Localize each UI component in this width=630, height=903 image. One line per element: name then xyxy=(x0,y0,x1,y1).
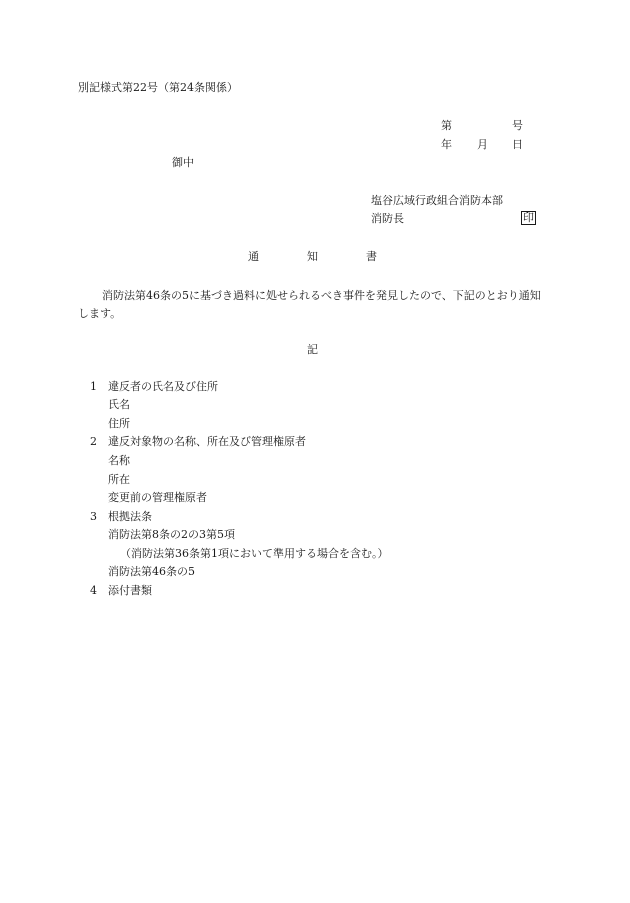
seal-label: 印 xyxy=(523,211,534,224)
item-subfield-note: （消防法第36条第1項において準用する場合を含む。） xyxy=(120,547,389,560)
item-number: 2 xyxy=(90,435,97,448)
item-subfield: 消防法第8条の2の3第5項 xyxy=(108,528,235,541)
doc-number-suffix: 号 xyxy=(512,119,523,132)
item-number: 3 xyxy=(90,510,97,523)
date-day-label: 日 xyxy=(512,138,523,151)
seal-mark xyxy=(521,211,536,225)
item-label: 添付書類 xyxy=(108,584,152,597)
item-label: 違反者の氏名及び住所 xyxy=(108,380,218,393)
doc-number-prefix: 第 xyxy=(441,119,452,132)
ki-heading: 記 xyxy=(307,343,318,356)
item-subfield: 住所 xyxy=(108,417,130,430)
date-year-label: 年 xyxy=(441,138,452,151)
item-subfield: 変更前の管理権原者 xyxy=(108,491,207,504)
item-subfield: 名称 xyxy=(108,454,130,467)
form-number: 別記様式第22号（第24条関係） xyxy=(78,81,238,94)
item-subfield: 所在 xyxy=(108,473,130,486)
doc-title-char-3: 書 xyxy=(366,250,377,263)
sender-organization: 塩谷広域行政組合消防本部 xyxy=(371,194,503,207)
addressee-suffix: 御中 xyxy=(172,156,194,169)
item-number: 1 xyxy=(90,380,97,393)
item-label: 根拠法条 xyxy=(108,510,152,523)
body-paragraph: 消防法第46条の5に基づき過料に処せられるべき事件を発見したので、下記のとおり通知します。 xyxy=(78,289,541,320)
item-label: 違反対象物の名称、所在及び管理権原者 xyxy=(108,435,306,448)
date-month-label: 月 xyxy=(477,138,488,151)
item-number: 4 xyxy=(90,584,97,597)
item-subfield: 消防法第46条の5 xyxy=(108,565,195,578)
sender-title: 消防長 xyxy=(371,212,404,225)
doc-title-char-2: 知 xyxy=(307,250,318,263)
item-subfield: 氏名 xyxy=(108,398,130,411)
doc-title-char-1: 通 xyxy=(248,250,259,263)
